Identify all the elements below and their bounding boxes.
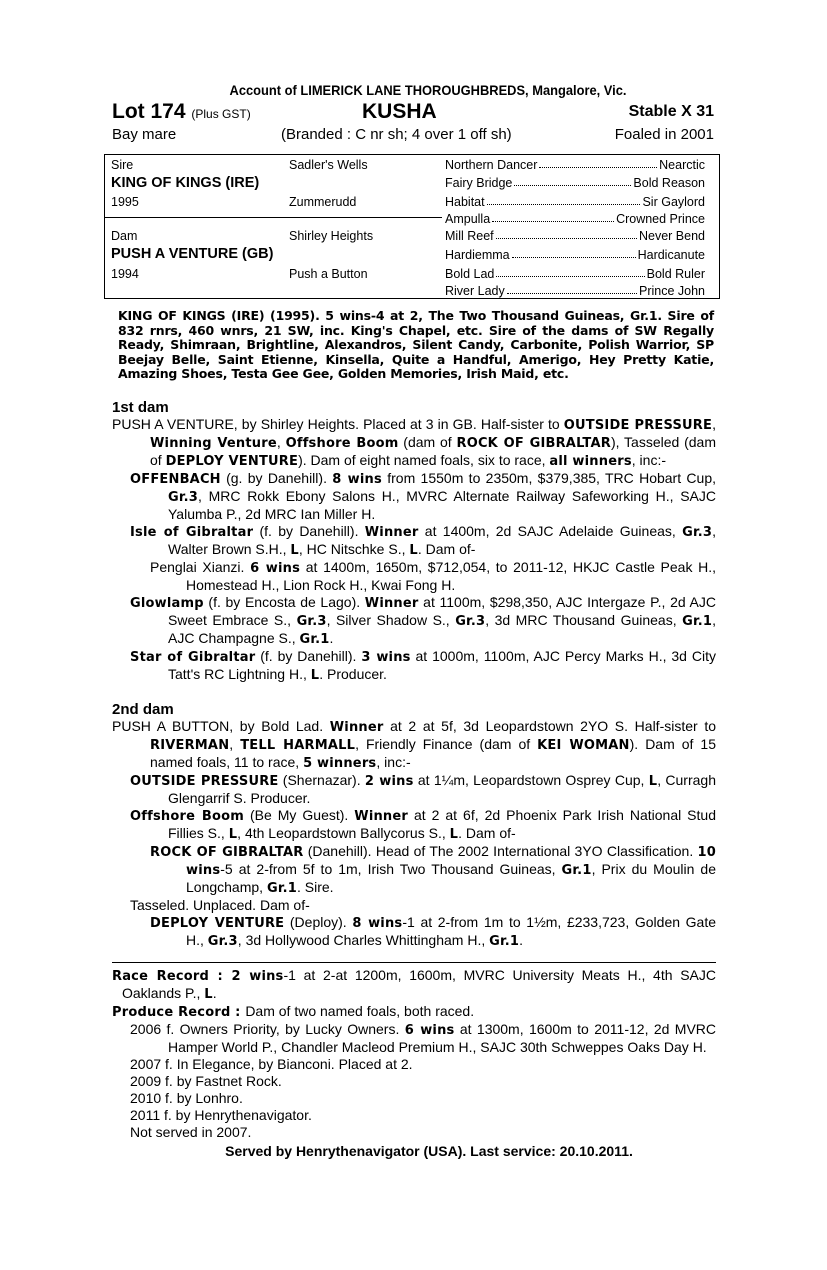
black-type: Gr.3 <box>296 613 327 629</box>
black-type: Winner <box>364 524 419 540</box>
ancestor-name: Hardiemma <box>445 248 510 262</box>
offspring-star-of-gibraltar <box>112 648 716 684</box>
offspring-penglai-xianzi <box>112 559 716 594</box>
offspring-deploy-venture <box>112 914 716 950</box>
black-type: Gr.1 <box>682 613 713 629</box>
ancestor-name: Mill Reef <box>445 229 494 243</box>
ancestor-sire: Never Bend <box>638 229 705 243</box>
leader-dots <box>514 176 631 186</box>
foaled-year: Foaled in 2001 <box>614 126 714 143</box>
black-type: 6 wins <box>404 1022 455 1038</box>
text: -1 at 2-at 1200m, 1600m, MVRC University Meats H., 4th SAJC Oaklands P., <box>122 966 716 1001</box>
black-type: Gr.1 <box>266 880 297 896</box>
black-type: all winners <box>549 453 632 469</box>
ancestor-name: Fairy Bridge <box>445 176 513 190</box>
black-type: L <box>228 826 238 842</box>
text: (f. by Encosta de Lago). <box>203 593 365 610</box>
ancestor-name: River Lady <box>445 284 505 298</box>
text: at 2 at 6f, 2d Phoenix Park Irish National Stud Fillies S., <box>168 806 716 841</box>
black-type: Offshore Boom <box>285 435 399 451</box>
text: at 1300m, 1600m to 2011-12, 2d MVRC Hamper World P., Chandler Macleod Premium H., SAJC 30th Schweppes Oaks Day H. <box>168 1020 717 1055</box>
text: , MRC Rokk Ebony Salons H., MVRC Alternate Railway Safeworking H., SAJC Yalumba P., 2d MRC Ian Miller H. <box>168 487 716 522</box>
text: at 1¼m, Leopardstown Osprey Cup, <box>413 771 649 788</box>
ancestor-name: Ampulla <box>445 212 491 226</box>
served-note: Served by Henrythenavigator (USA). Last service: 20.10.2011. <box>225 1142 633 1159</box>
black-type: Star of Gibraltar <box>130 649 256 665</box>
text: , Silver Shadow S., <box>326 611 456 628</box>
black-type: OUTSIDE PRESSURE <box>130 773 279 789</box>
catalogue-page <box>112 80 716 1159</box>
text: ). Dam of eight named foals, six to race, <box>298 451 550 468</box>
black-type: L <box>290 542 299 558</box>
text: at 1400m, 2d SAJC Adelaide Guineas, <box>418 522 683 539</box>
black-type: L <box>409 542 418 558</box>
ancestor-row <box>445 176 705 190</box>
ancestor-name: Habitat <box>445 195 485 209</box>
black-type: DEPLOY VENTURE <box>165 453 299 469</box>
dam-name: PUSH A VENTURE (GB) <box>111 246 274 262</box>
dam-sire: Shirley Heights <box>289 229 374 243</box>
leader-dots <box>496 229 637 239</box>
black-type: L <box>204 986 213 1002</box>
offspring-isle-of-gibraltar <box>112 523 716 559</box>
text: , 3d MRC Thousand Guineas, <box>485 611 683 628</box>
lot-number <box>112 100 251 124</box>
text: at 2 at 5f, 3d Leopardstown 2YO S. Half-sister to <box>383 717 716 734</box>
text: . Dam of- <box>458 824 516 841</box>
black-type: 5 winners <box>303 755 377 771</box>
text: . Dam of- <box>417 540 476 557</box>
second-dam-intro <box>112 718 716 772</box>
ancestor-row <box>445 248 705 262</box>
pedigree-table <box>104 154 720 299</box>
black-type: DEPLOY VENTURE <box>150 915 285 931</box>
text: PUSH A BUTTON, by Bold Lad. <box>112 717 330 734</box>
text: ). Dam of 15 named foals, 11 to race, <box>150 735 717 770</box>
text: (dam of <box>398 433 457 450</box>
black-type: 2 wins <box>231 968 284 984</box>
sire-sire: Sadler's Wells <box>289 158 368 172</box>
produce-item: 2011 f. by Henrythenavigator. <box>130 1106 312 1123</box>
text: . Sire. <box>296 878 334 895</box>
produce-2006 <box>112 1021 716 1056</box>
sire-name: KING OF KINGS (IRE) <box>111 175 260 191</box>
produce-item: 2007 f. In Elegance, by Bianconi. Placed at 2. <box>130 1055 413 1072</box>
black-type: OFFENBACH <box>130 471 221 487</box>
text: ), Tasseled (dam of <box>150 433 717 468</box>
section-divider <box>112 962 716 963</box>
ancestor-row <box>445 229 705 243</box>
black-type: Gr.3 <box>207 933 238 949</box>
black-type: Gr.3 <box>455 613 486 629</box>
text: Dam of two named foals, both raced. <box>245 1002 475 1019</box>
text: PUSH A VENTURE, by Shirley Heights. Placed at 3 in GB. Half-sister to <box>112 415 564 432</box>
produce-record <box>112 1003 716 1021</box>
dam-label: Dam <box>111 229 138 243</box>
ancestor-row <box>445 158 705 172</box>
offspring-offenbach <box>112 470 716 523</box>
ancestor-row <box>445 212 705 226</box>
black-type: Isle of Gibraltar <box>130 524 254 540</box>
offspring-glowlamp <box>112 594 716 648</box>
text: , Friendly Finance (dam of <box>355 735 538 752</box>
leader-dots <box>507 284 637 294</box>
black-type: ROCK OF GIBRALTAR <box>456 435 611 451</box>
text: 2006 f. Owners Priority, by Lucky Owners. <box>130 1020 405 1037</box>
black-type: Gr.1 <box>561 862 592 878</box>
second-dam-heading: 2nd dam <box>112 700 174 718</box>
text: . <box>329 629 334 646</box>
text: Penglai Xianzi. <box>150 558 251 575</box>
first-dam-heading: 1st dam <box>112 398 169 416</box>
text: (Danehill). Head of The 2002 International 3YO Classification. <box>303 842 698 859</box>
black-type: 3 wins <box>361 649 411 665</box>
sire-summary: KING OF KINGS (IRE) (1995). 5 wins-4 at 2, The Two Thousand Guineas, Gr.1. Sire of 832 rnrs, 460 wnrs, 21 SW, inc. King's Chapel, etc. Sire of the dams of SW Regally Ready, Shimraan, Brightline, Alexandros, Silent Candy, Carbonite, Polish Warrior, SP Beejay Belle, Saint Etienne, Kinsella, Quite a Handful, Amerigo, Hey Pretty Katie, Amazing Shoes, Testa Gee Gee, Golden Memories, Irish Maid, etc. <box>118 308 714 381</box>
offspring-offshore-boom <box>112 807 716 843</box>
ancestor-sire: Bold Ruler <box>646 267 705 281</box>
gst-note: (Plus GST) <box>191 107 251 121</box>
text: (f. by Danehill). <box>253 522 365 539</box>
black-type: Winner <box>354 808 409 824</box>
ancestor-row <box>445 267 705 281</box>
ancestor-sire: Crowned Prince <box>616 212 705 226</box>
sire-label: Sire <box>111 158 134 172</box>
ancestor-row <box>445 284 705 298</box>
text: (Shernazar). <box>278 771 365 788</box>
text: (g. by Danehill). <box>220 469 333 486</box>
black-type: 6 wins <box>250 560 301 576</box>
black-type: TELL HARMALL <box>240 737 356 753</box>
black-type: OUTSIDE PRESSURE <box>563 417 713 433</box>
text: , inc:- <box>631 451 666 468</box>
text: , 4th Leopardstown Ballycorus S., <box>237 824 450 841</box>
text: , AJC Champagne S., <box>168 611 717 646</box>
leader-dots <box>512 248 636 258</box>
text: , Walter Brown S.H., <box>168 522 716 557</box>
dam-dam: Push a Button <box>289 267 368 281</box>
black-type: Winner <box>329 719 384 735</box>
black-type: Gr.1 <box>299 631 330 647</box>
produce-record-label: Produce Record : <box>112 1004 246 1020</box>
sex-colour: Bay mare <box>112 126 177 143</box>
text: (Be My Guest). <box>244 806 355 823</box>
black-type: Gr.1 <box>489 933 520 949</box>
text: . Producer. <box>319 665 387 682</box>
black-type: Winner <box>364 595 419 611</box>
black-type: 2 wins <box>364 773 414 789</box>
ancestor-name: Northern Dancer <box>445 158 538 172</box>
offspring-tasseled: Tasseled. Unplaced. Dam of- <box>130 896 310 913</box>
text: -1 at 2-from 1m to 1½m, £233,723, Golden Gate H., <box>186 913 717 948</box>
ancestor-sire: Bold Reason <box>633 176 705 190</box>
sire-dam: Zummerudd <box>289 195 357 209</box>
text: , Prix du Moulin de Longchamp, <box>186 860 716 895</box>
dam-year: 1994 <box>111 267 139 281</box>
text: . <box>519 931 524 948</box>
black-type: Winning Venture <box>150 435 277 451</box>
black-type: 8 wins <box>352 915 403 931</box>
black-type: 10 wins <box>186 844 717 878</box>
pedigree-divider <box>105 217 442 218</box>
leader-dots <box>539 158 657 168</box>
text: , inc:- <box>376 753 411 770</box>
ancestor-row <box>445 195 705 209</box>
offspring-rock-of-gibraltar <box>112 843 716 897</box>
black-type: Glowlamp <box>130 595 204 611</box>
text: , Curragh Glengarrif S. Producer. <box>168 771 716 806</box>
leader-dots <box>492 212 614 222</box>
horse-name: KUSHA <box>362 100 437 123</box>
first-dam-intro <box>112 416 716 470</box>
race-record <box>112 967 716 1003</box>
text: from 1550m to 2350m, $379,385, TRC Hobart Cup, <box>381 469 716 486</box>
brand-info: (Branded : C nr sh; 4 over 1 off sh) <box>281 126 512 143</box>
offspring-outside-pressure <box>112 772 716 807</box>
text: , <box>276 433 286 450</box>
text: (Deploy). <box>284 913 353 930</box>
ancestor-name: Bold Lad <box>445 267 495 281</box>
black-type: ROCK OF GIBRALTAR <box>150 844 304 860</box>
black-type: KEI WOMAN <box>537 737 630 753</box>
lot-label: Lot 174 <box>112 100 186 123</box>
black-type: L <box>310 667 320 683</box>
ancestor-sire: Prince John <box>638 284 705 298</box>
stable-number: Stable X 31 <box>628 103 714 120</box>
leader-dots <box>496 267 644 277</box>
black-type: RIVERMAN <box>150 737 230 753</box>
text: -5 at 2-from 5f to 1m, Irish Two Thousand Guineas, <box>220 860 562 877</box>
text: at 1400m, 1650m, $712,054, to 2011-12, HKJC Castle Peak H., Homestead H., Lion Rock H., Kwai Fong H. <box>186 558 716 593</box>
lot-row <box>112 100 716 126</box>
race-record-label: Race Record : <box>112 968 232 984</box>
black-type: L <box>648 773 658 789</box>
text: . <box>212 984 217 1001</box>
ancestor-sire: Hardicanute <box>637 248 705 262</box>
black-type: L <box>449 826 459 842</box>
text: , HC Nitschke S., <box>298 540 410 557</box>
leader-dots <box>487 195 641 205</box>
produce-item: 2010 f. by Lonhro. <box>130 1089 243 1106</box>
text: at 1100m, $298,350, AJC Intergaze P., 2d AJC Sweet Embrace S., <box>168 593 716 628</box>
text: , 3d Hollywood Charles Whittingham H., <box>237 931 490 948</box>
text: (f. by Danehill). <box>255 647 362 664</box>
sire-year: 1995 <box>111 195 139 209</box>
info-row <box>112 126 716 148</box>
text: at 1000m, 1100m, AJC Percy Marks H., 3d City Tatt's RC Lightning H., <box>168 647 716 682</box>
black-type: Offshore Boom <box>130 808 245 824</box>
text: , <box>712 415 716 432</box>
black-type: Gr.3 <box>682 524 713 540</box>
black-type: Gr.3 <box>168 489 199 505</box>
ancestor-sire: Nearctic <box>659 158 705 172</box>
ancestor-sire: Sir Gaylord <box>642 195 705 209</box>
black-type: 8 wins <box>332 471 382 487</box>
text: , <box>229 735 241 752</box>
produce-item: Not served in 2007. <box>130 1123 252 1140</box>
vendor-account: Account of LIMERICK LANE THOROUGHBREDS, Mangalore, Vic. <box>229 82 627 98</box>
produce-item: 2009 f. by Fastnet Rock. <box>130 1072 282 1089</box>
